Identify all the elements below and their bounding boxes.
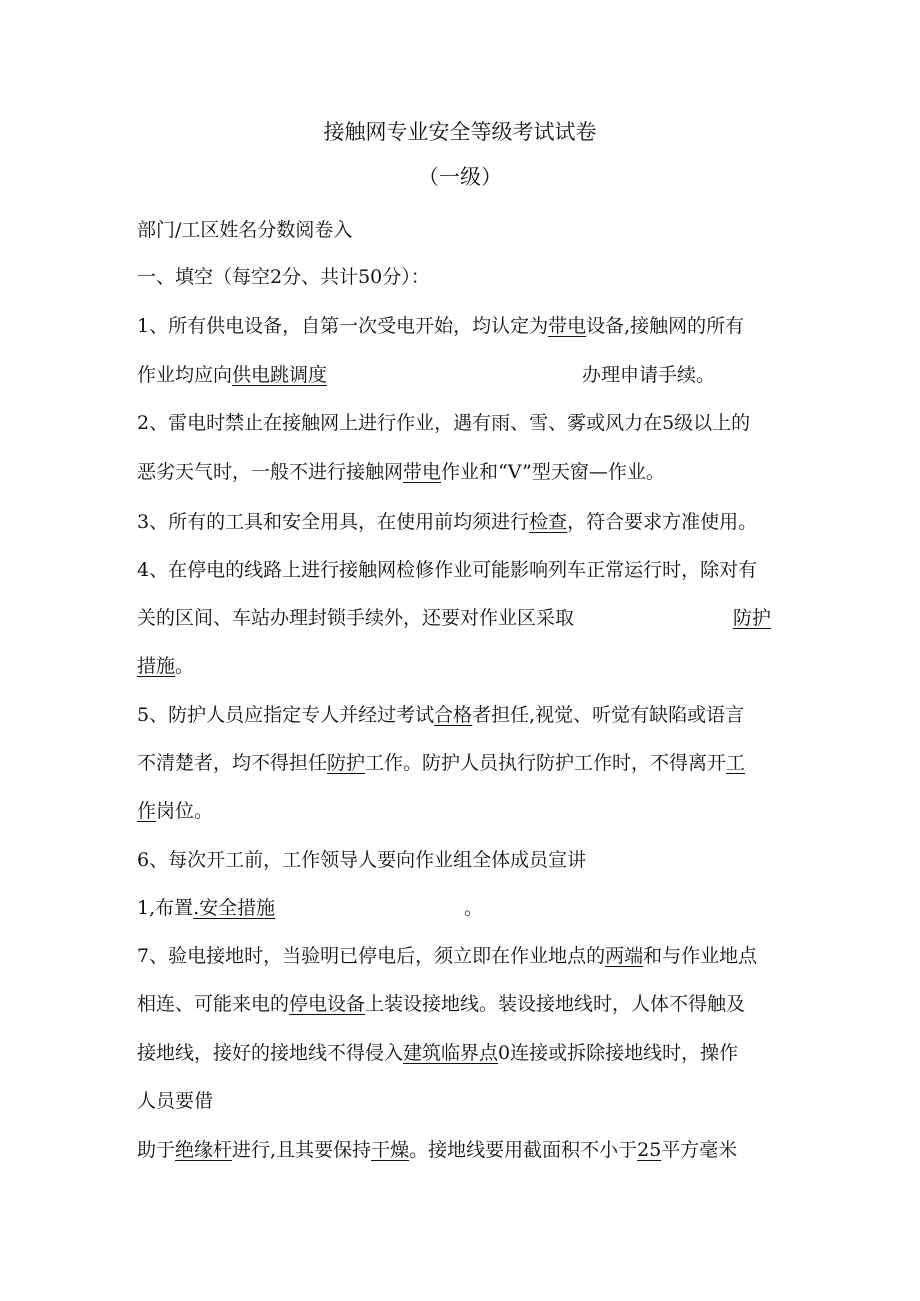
question-5-line-2 [137, 751, 745, 775]
answer-blank: 带电 [548, 315, 587, 337]
question-7-line-4: 人员要借 [137, 1090, 214, 1112]
answer-blank: 工 [726, 752, 746, 774]
question-2-line-2 [137, 460, 665, 484]
text: 恶劣天气时，一般不进行接触网 [137, 461, 404, 483]
text: 。 [175, 655, 195, 677]
text: 5、防护人员应指定专人并经过考试 [137, 704, 435, 726]
question-7-line-2 [137, 992, 745, 1016]
text: 和与作业地点 [643, 945, 758, 967]
text: 。接地线要用截面积不小于 [409, 1139, 638, 1161]
exam-level: （一级） [418, 165, 502, 189]
header-info-line: 部门/工区姓名分数阅卷入 [137, 219, 353, 241]
question-3-line-1 [137, 510, 757, 534]
answer-blank: 带电 [403, 461, 442, 483]
text: 7、验电接地时，当验明已停电后，须立即在作业地点的 [137, 945, 606, 967]
text: 1,布置 [137, 897, 194, 919]
question-5-line-3 [137, 799, 213, 823]
text: 1、所有供电设备，自第一次受电开始，均认定为 [137, 315, 549, 337]
question-1-line-2-tail: 办理申请手续。 [582, 364, 716, 386]
text: 作业均应向 [137, 364, 233, 386]
question-4-line-1: 4、在停电的线路上进行接触网检修作业可能影响列车正常运行时，除对有 [137, 559, 758, 581]
answer-blank: 措施 [137, 655, 176, 677]
answer-blank: 防护 [733, 607, 772, 629]
answer-blank: 两端 [605, 945, 644, 967]
answer-blank: 绝缘杆 [175, 1139, 233, 1161]
text: ，符合要求方准使用。 [567, 511, 758, 533]
text: 者担任,视觉、听觉有缺陷或语言 [472, 704, 745, 726]
text: 工作。防护人员执行防护工作时，不得离开 [365, 752, 727, 774]
text: 0连接或拆除接地线时，操作 [498, 1042, 739, 1064]
answer-blank: 供电跳调度 [232, 364, 328, 386]
question-7-line-5 [137, 1138, 737, 1162]
text: 岗位。 [156, 800, 214, 822]
answer-blank: 建筑临界点 [403, 1042, 499, 1064]
question-6-line-2-tail: 。 [464, 897, 484, 919]
text: 上装设接地线。装设接地线时，人体不得触及 [365, 993, 746, 1015]
answer-blank: 合格 [434, 704, 473, 726]
text: 相连、可能来电的 [137, 993, 290, 1015]
text: 平方毫米 [661, 1139, 738, 1161]
question-5-line-1 [137, 703, 744, 727]
answer-blank: 检查 [529, 511, 568, 533]
text: 进行,且其要保持 [232, 1139, 372, 1161]
answer-blank: 干燥 [371, 1139, 410, 1161]
answer-blank: 作 [137, 800, 157, 822]
section-heading: 一、填空（每空2分、共计50分）： [137, 266, 430, 288]
question-6-line-2 [137, 896, 275, 920]
question-7-line-1 [137, 944, 757, 968]
question-4-line-3 [137, 654, 194, 678]
question-1-line-2 [137, 363, 327, 387]
exam-title: 接触网专业安全等级考试试卷 [323, 120, 597, 144]
answer-blank: 25 [637, 1139, 662, 1161]
answer-blank: 停电设备 [289, 993, 366, 1015]
text: 作业和“V”型天窗—作业。 [441, 461, 665, 483]
text: 3、所有的工具和安全用具，在使用前均须进行 [137, 511, 530, 533]
text: 接地线，接好的接地线不得侵入 [137, 1042, 404, 1064]
question-6-line-1: 6、每次开工前，工作领导人要向作业组全体成员宣讲 [137, 849, 587, 871]
question-1-line-1 [137, 314, 744, 338]
question-7-line-3 [137, 1041, 738, 1065]
answer-blank: 防护 [327, 752, 366, 774]
text: 助于 [137, 1139, 176, 1161]
answer-blank: .安全措施 [193, 897, 276, 919]
question-2-line-1: 2、雷电时禁止在接触网上进行作业，遇有雨、雪、雾或风力在5级以上的 [137, 412, 751, 434]
text: 不清楚者，均不得担任 [137, 752, 328, 774]
question-4-line-2: 关的区间、车站办理封锁手续外，还要对作业区采取 [137, 607, 575, 629]
text: 设备,接触网的所有 [586, 315, 745, 337]
